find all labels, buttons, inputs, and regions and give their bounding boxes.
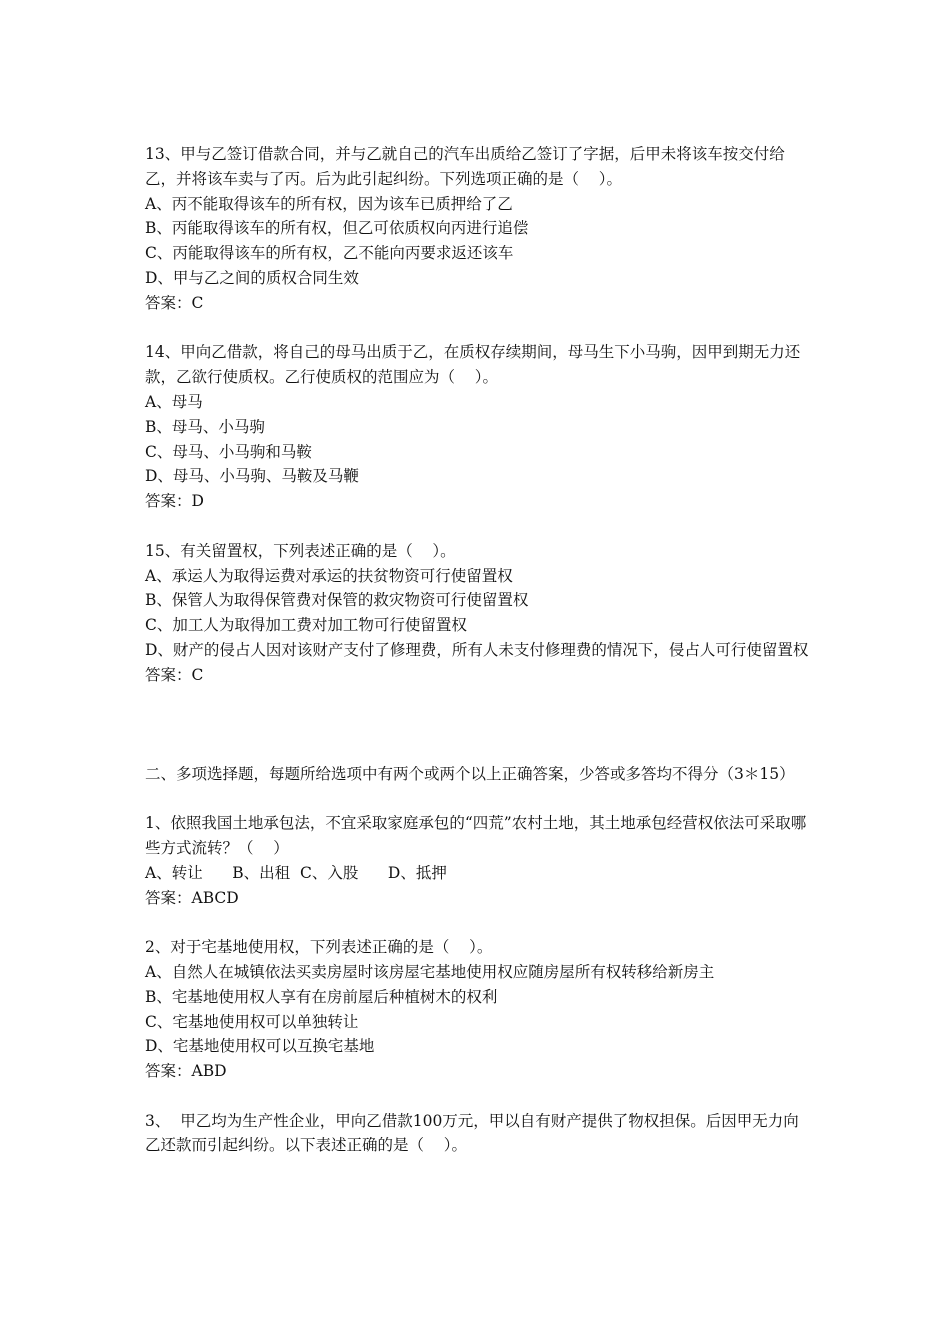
option-c: C、宅基地使用权可以单独转让 xyxy=(145,1012,359,1031)
question-stem: 14、甲向乙借款，将自己的母马出质于乙，在质权存续期间，母马生下小马驹，因甲到期无力还款，乙欲行使质权。乙行使质权的范围应为（ ）。 xyxy=(145,343,801,387)
section-heading: 二、多项选择题，每题所给选项中有两个或两个以上正确答案，少答或多答均不得分（3＊15） xyxy=(145,764,795,783)
option-c: C、母马、小马驹和马鞍 xyxy=(145,442,312,461)
option-a: A、丙不能取得该车的所有权，因为该车已质押给了乙 xyxy=(145,194,513,213)
answer-line: 答案：C xyxy=(145,293,204,312)
answer-line: 答案：C xyxy=(145,665,204,684)
answer-line: 答案：D xyxy=(145,492,204,511)
answer-line: 答案：ABCD xyxy=(145,888,239,907)
question-15 xyxy=(145,539,813,688)
spacer xyxy=(145,514,813,539)
answer-line: 答案：ABD xyxy=(145,1062,227,1081)
question-stem: 1、依照我国土地承包法，不宜采取家庭承包的“四荒”农村土地，其土地承包经营权依法可采取哪些方式流转？（ ） xyxy=(145,814,807,857)
option-c: C、加工人为取得加工费对加工物可行使留置权 xyxy=(145,616,467,635)
option-d: D、财产的侵占人因对该财产支付了修理费，所有人未支付修理费的情况下，侵占人可行使留置权 xyxy=(145,640,809,659)
mc-question-1 xyxy=(145,811,813,910)
option-b: B、母马、小马驹 xyxy=(145,417,265,436)
option-d: D、母马、小马驹、马鞍及马鞭 xyxy=(145,467,359,486)
option-b: B、保管人为取得保管费对保管的救灾物资可行使留置权 xyxy=(145,591,529,610)
spacer xyxy=(145,786,813,811)
question-stem: 15、有关留置权，下列表述正确的是（ ）。 xyxy=(145,541,456,560)
question-13 xyxy=(145,142,813,316)
document-page xyxy=(145,142,813,1158)
spacer xyxy=(145,1084,813,1109)
mc-question-3 xyxy=(145,1109,813,1159)
option-a: A、母马 xyxy=(145,392,203,411)
option-a: A、自然人在城镇依法买卖房屋时该房屋宅基地使用权应随房屋所有权转移给新房主 xyxy=(145,962,715,981)
option-d: D、宅基地使用权可以互换宅基地 xyxy=(145,1037,375,1056)
question-stem: 3、 甲乙均为生产性企业，甲向乙借款100万元，甲以自有财产提供了物权担保。后因甲无力向乙还款而引起纠纷。以下表述正确的是（ ）。 xyxy=(145,1111,799,1155)
spacer xyxy=(145,910,813,935)
option-b: B、宅基地使用权人享有在房前屋后种植树木的权利 xyxy=(145,987,498,1006)
option-d: D、甲与乙之间的质权合同生效 xyxy=(145,268,359,287)
question-stem: 2、对于宅基地使用权，下列表述正确的是（ ）。 xyxy=(145,938,493,957)
mc-question-2 xyxy=(145,935,813,1084)
spacer xyxy=(145,316,813,341)
question-14 xyxy=(145,340,813,514)
options-inline: A、转让 B、出租 C、入股 D、抵押 xyxy=(145,863,447,882)
option-a: A、承运人为取得运费对承运的扶贫物资可行使留置权 xyxy=(145,566,513,585)
option-c: C、丙能取得该车的所有权，乙不能向丙要求返还该车 xyxy=(145,244,514,263)
option-b: B、丙能取得该车的所有权，但乙可依质权向丙进行追偿 xyxy=(145,219,529,238)
question-stem: 13、甲与乙签订借款合同，并与乙就自己的汽车出质给乙签订了字据，后甲未将该车按交付给乙，并将该车卖与了丙。后为此引起纠纷。下列选项正确的是（ ）。 xyxy=(145,145,785,188)
spacer xyxy=(145,688,813,762)
